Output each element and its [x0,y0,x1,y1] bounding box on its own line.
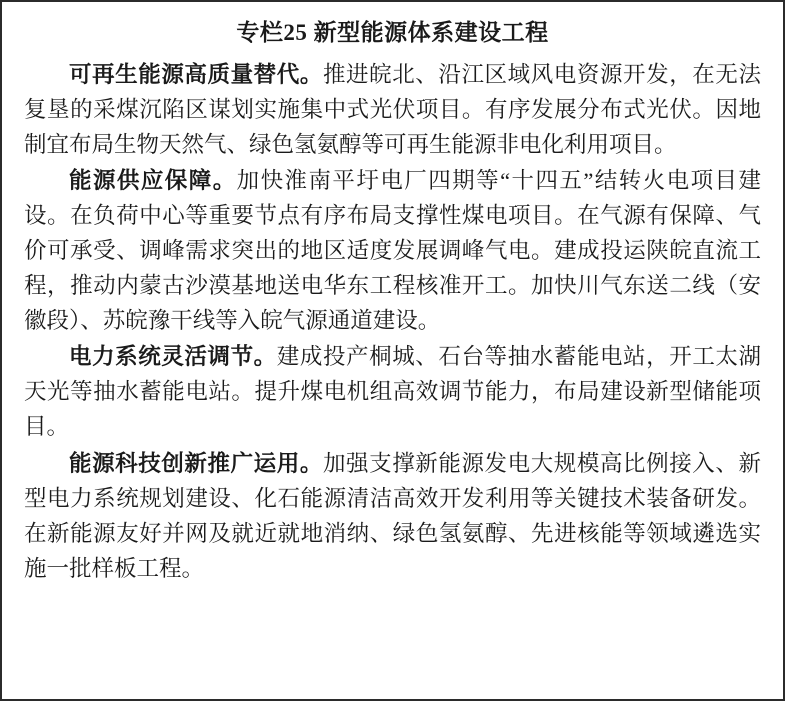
paragraph-energy-technology [24,446,761,586]
feature-box-content [2,2,783,699]
paragraph-body: 加强支撑新能源发电大规模高比例接入、新型电力系统规划建设、化石能源清洁高效开发利用等关键技术装备研发。在新能源友好并网及就近就地消纳、绿色氢氨醇、先进核能等领域遴选实施一批样板工程。 [24,450,761,581]
paragraph-renewable-energy [24,57,761,162]
paragraph-lead: 可再生能源高质量替代。 [69,61,323,87]
paragraph-power-flexibility [24,339,761,444]
paragraph-body: 推进皖北、沿江区域风电资源开发，在无法复垦的采煤沉陷区谋划实施集中式光伏项目。有序发展分布式光伏。因地制宜布局生物天然气、绿色氢氨醇等可再生能源非电化利用项目。 [24,61,761,157]
paragraph-lead: 能源科技创新推广运用。 [69,450,323,476]
page-title: 专栏25 新型能源体系建设工程 [236,20,549,45]
paragraph-energy-supply [24,163,761,338]
paragraph-body: 加快淮南平圩电厂四期等“十四五”结转火电项目建设。在负荷中心等重要节点有序布局支撑性煤电项目。在气源有保障、气价可承受、调峰需求突出的地区适度发展调峰气电。建成投运陕皖直流工程，推动内蒙古沙漠基地送电华东工程核准开工。加快川气东送二线（安徽段）、苏皖豫干线等入皖气源通道建设。 [24,167,761,334]
paragraph-lead: 电力系统灵活调节。 [69,344,277,370]
paragraph-body: 建成投产桐城、石台等抽水蓄能电站，开工太湖天光等抽水蓄能电站。提升煤电机组高效调节能力，布局建设新型储能项目。 [24,344,761,440]
paragraph-lead: 能源供应保障。 [69,167,237,193]
